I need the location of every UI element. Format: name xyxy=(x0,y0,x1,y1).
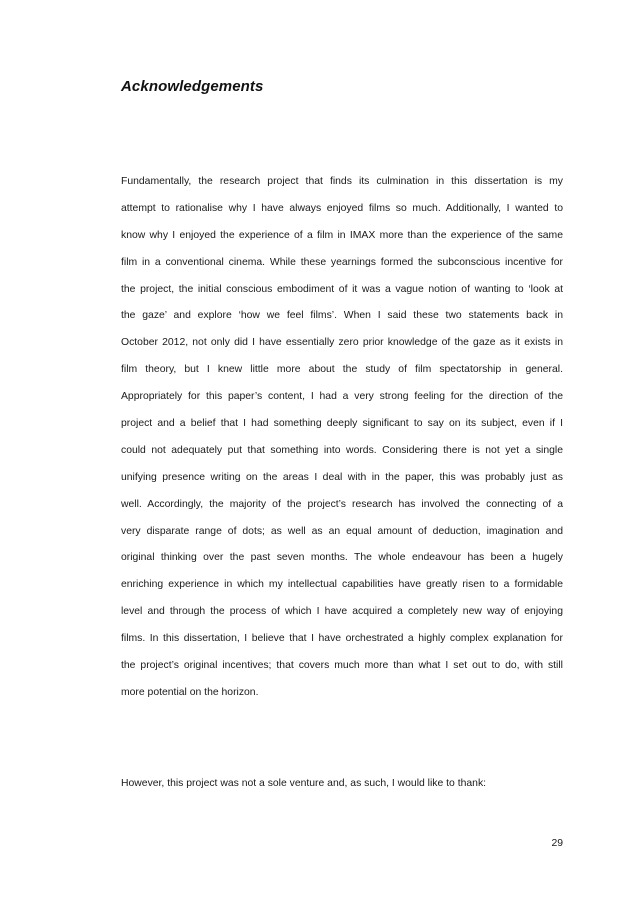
page-heading: Acknowledgements xyxy=(121,78,264,95)
paragraph-line: However, this project was not a sole venture and, as such, I would like to thank: xyxy=(121,778,487,789)
paragraph-line: project and a belief that I had something deeply significant to say on its subject, even if I xyxy=(121,418,563,430)
page-number: 29 xyxy=(551,838,563,849)
paragraph-line: film in a conventional cinema. While these yearnings formed the subconscious incentive for xyxy=(121,256,563,268)
paragraph-line: October 2012, not only did I have essentially zero prior knowledge of the gaze as it exists in xyxy=(121,337,563,349)
paragraph-line: Appropriately for this paper’s content, I had a very strong feeling for the direction of the xyxy=(121,391,563,403)
paragraph-line: know why I enjoyed the experience of a film in IMAX more than the experience of the same xyxy=(121,229,563,241)
paragraph-line: the project, the initial conscious embodiment of it was a vague notion of wanting to ‘look at xyxy=(121,283,563,295)
paragraph-line: attempt to rationalise why I have always enjoyed films so much. Additionally, I wanted to xyxy=(121,202,563,214)
paragraph-line: the gaze’ and explore ‘how we feel films’. When I said these two statements back in xyxy=(121,310,563,322)
paragraph-line: Fundamentally, the research project that finds its culmination in this dissertation is my xyxy=(121,176,563,187)
paragraph-line: could not adequately put that something into words. Considering there is not yet a single xyxy=(121,444,563,456)
body-paragraph xyxy=(121,169,563,707)
paragraph-line: enriching experience in which my intellectual capabilities have greatly risen to a formidable xyxy=(121,579,563,591)
paragraph-line: the project’s original incentives; that covers much more than what I set out to do, with still xyxy=(121,660,563,672)
paragraph-line: unifying presence writing on the areas I deal with in the paper, this was probably just as xyxy=(121,471,563,483)
paragraph-line: very disparate range of dots; as well as an equal amount of deduction, imagination and xyxy=(121,525,563,537)
paragraph-line: original thinking over the past seven months. The whole endeavour has been a hugely xyxy=(121,552,563,564)
paragraph-line: level and through the process of which I have acquired a completely new way of enjoying xyxy=(121,606,563,618)
paragraph-line: film theory, but I knew little more about the study of film spectatorship in general. xyxy=(121,364,563,376)
paragraph-line: films. In this dissertation, I believe that I have orchestrated a highly complex explanation for xyxy=(121,633,563,645)
closing-paragraph xyxy=(121,771,563,798)
paragraph-line: well. Accordingly, the majority of the project’s research has involved the connecting of a xyxy=(121,498,563,510)
paragraph-line: more potential on the horizon. xyxy=(121,686,259,698)
